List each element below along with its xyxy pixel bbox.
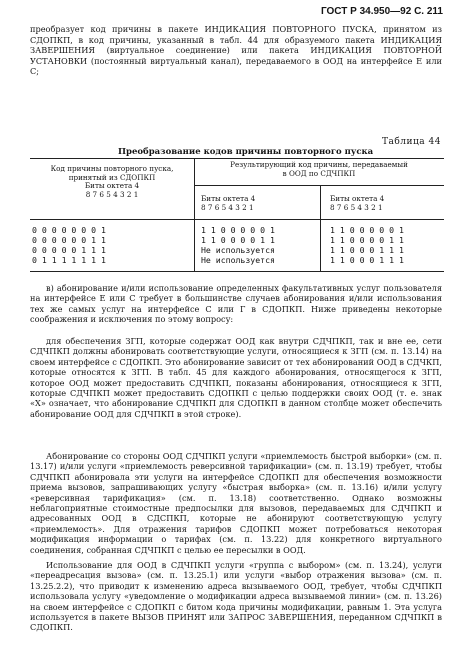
col2-header-bit-numbers: 8 7 6 5 4 3 2 1: [201, 202, 254, 212]
paragraph-usage: Использование для ООД в СДЧПКП услуги «группа с выбором» (см. п. 13.24), услуги «переадресация вызова» (см. п. 13.25.1) или услуги «выбор отражения вызова» (см. п. 13.25.2.2), что приводит к изменению адреса вызываемого ООД, требует, чтобы СДЧПКП использовала услугу «уведомление о модификации адреса вызываемой линии» (см. п. 13.26) на своем интерфейсе с СДОПКП с битом кода причины модификации, равным 1. Эта услуга используется в пакете ВЫЗОВ ПРИНЯТ или ЗАПРОС ЗАВЕРШЕНИЯ, переданном СДЧПКП в СДОПКП.: [30, 560, 442, 633]
table-row: 1 1 0 0 0 0 1 1: [330, 235, 404, 245]
table-row: 1 1 0 0 0 0 0 1: [201, 225, 275, 235]
paragraph-subscription: Абонирование со стороны ООД СДЧПКП услуги «приемлемость быстрой выборки» (см. п. 13.17) и/или услуги «приемлемость реверсивной тарификации» (см. п. 13.19) требует, чтобы СДЧПКП абонировала эти услуги на интерфейсе СДОПКП для обеспечения возможности приема вызовов, запрашивающих услугу «быстрая выборка» (см. п. 13.16) и/или услугу «реверсивная тарификация» (см. п. 13.18) соответственно. Однако возможны неблагоприятные стоимостные предпосылки для вызовов, передаваемых для СДЧПКП и адресованных ООД в СДСПКП, которые не абонируют соответствующую услугу «приемлемость». Для отражения тарифов СДОПКП может потребоваться некоторая модификация информации о тарифах (см. п. 13.22) для конкретного виртуального соединения, собранная СДЧПКП с целью ее пересылки в ООД.: [30, 451, 442, 555]
table-row: 1 1 0 0 0 1 1 1: [330, 255, 404, 265]
col1-header-line: Код причины повторного пуска,: [50, 164, 174, 173]
table-row: 0 0 0 0 0 1 1 1: [32, 245, 106, 255]
table-top-rule: [30, 158, 444, 159]
intro-paragraph: преобразует код причины в пакете ИНДИКАЦИЯ ПОВТОРНОГО ПУСКА, принятом из СДОПКП, в код причины, указанный в табл. 44 для образуемого пакета ИНДИКАЦИЯ ЗАВЕРШЕНИЯ (виртуальное соединение) или пакета ИНДИКАЦИЯ ПОВТОРНОЙ УСТАНОВКИ (постоянный виртуальный канал), передаваемого в ООД на интерфейсе Е или С;: [30, 24, 442, 77]
group-header-line: в ООД по СДЧПКП: [282, 168, 356, 178]
group-header-line: Результирующий код причины, передаваемый: [230, 160, 408, 169]
table-row: Не используется: [201, 255, 275, 265]
col3-header: [330, 195, 442, 212]
table-row: 0 1 1 1 1 1 1 1: [32, 255, 106, 265]
col2-header: [201, 195, 319, 212]
col1-header-line: принятый из СДОПКП: [68, 172, 156, 182]
table-row: 1 1 0 0 0 1 1 1: [330, 245, 404, 255]
table-row: Не используется: [201, 245, 275, 255]
restart-cause-table: [30, 158, 444, 272]
table-row: 0 0 0 0 0 0 1 1: [32, 235, 106, 245]
received-code-column: [32, 225, 192, 265]
table-bottom-rule: [30, 271, 444, 272]
table-group-rule: [194, 185, 444, 186]
paragraph-v: в) абонирование и/или использование определенных факультативных услуг пользователя на интерфейсе Е или С требует в большинстве случаев абонирования и/или использования тех же самых услуг на интерфейсе С или Г в СДОПКП. Ниже приведены некоторые соображения и исключения по этому вопросу:: [30, 283, 442, 325]
col1-header-bits-label: Биты октета 4: [84, 181, 140, 191]
table-header-rule: [30, 219, 444, 220]
table-row: 1 1 0 0 0 0 0 1: [330, 225, 404, 235]
page-header: ГОСТ Р 34.950—92 С. 211: [320, 6, 443, 17]
table-label: Таблица 44: [382, 137, 441, 147]
col1-header: [30, 165, 194, 199]
result-group-header: [194, 161, 444, 178]
col3-header-bits-label: Биты октета 4: [330, 194, 385, 203]
vc-result-column: [201, 225, 319, 265]
col3-header-bit-numbers: 8 7 6 5 4 3 2 1: [330, 202, 383, 212]
paragraph-zgp: для обеспечения ЗГП, которые содержат ООД как внутри СДЧПКП, так и вне ее, сети СДЧПКП должны абонировать соответствующие услуги, относящиеся к ЗГП (см. п. 13.14) на своем интерфейсе с СДОПКП. Это абонирование зависит от тех абонирований ООД в СДЧКП, которые относятся к ЗГП. В табл. 45 для каждого абонирования, относящегося к ЗГП, которое ООД может предоставить СДЧПКП, показаны абонирования, относящиеся к ЗГП, которые СДЧПКП может предоставить СДОПКП с целью поддержки своих ООД (т. е. знак «Х» означает, что абонирование СДЧПКП для СДОПКП в данном столбце может обеспечить абонирование ООД для СДЧПКП в этой строке).: [30, 336, 442, 419]
pvc-result-column: [330, 225, 442, 265]
table-row: 1 1 0 0 0 0 1 1: [201, 235, 275, 245]
col1-header-bit-numbers: 8 7 6 5 4 3 2 1: [85, 189, 139, 199]
table-col-divider-2: [320, 185, 321, 271]
table-title: Преобразование кодов причины повторного пуска: [118, 147, 374, 157]
col2-header-bits-label: Биты октета 4: [201, 194, 256, 203]
table-row: 0 0 0 0 0 0 0 1: [32, 225, 106, 235]
